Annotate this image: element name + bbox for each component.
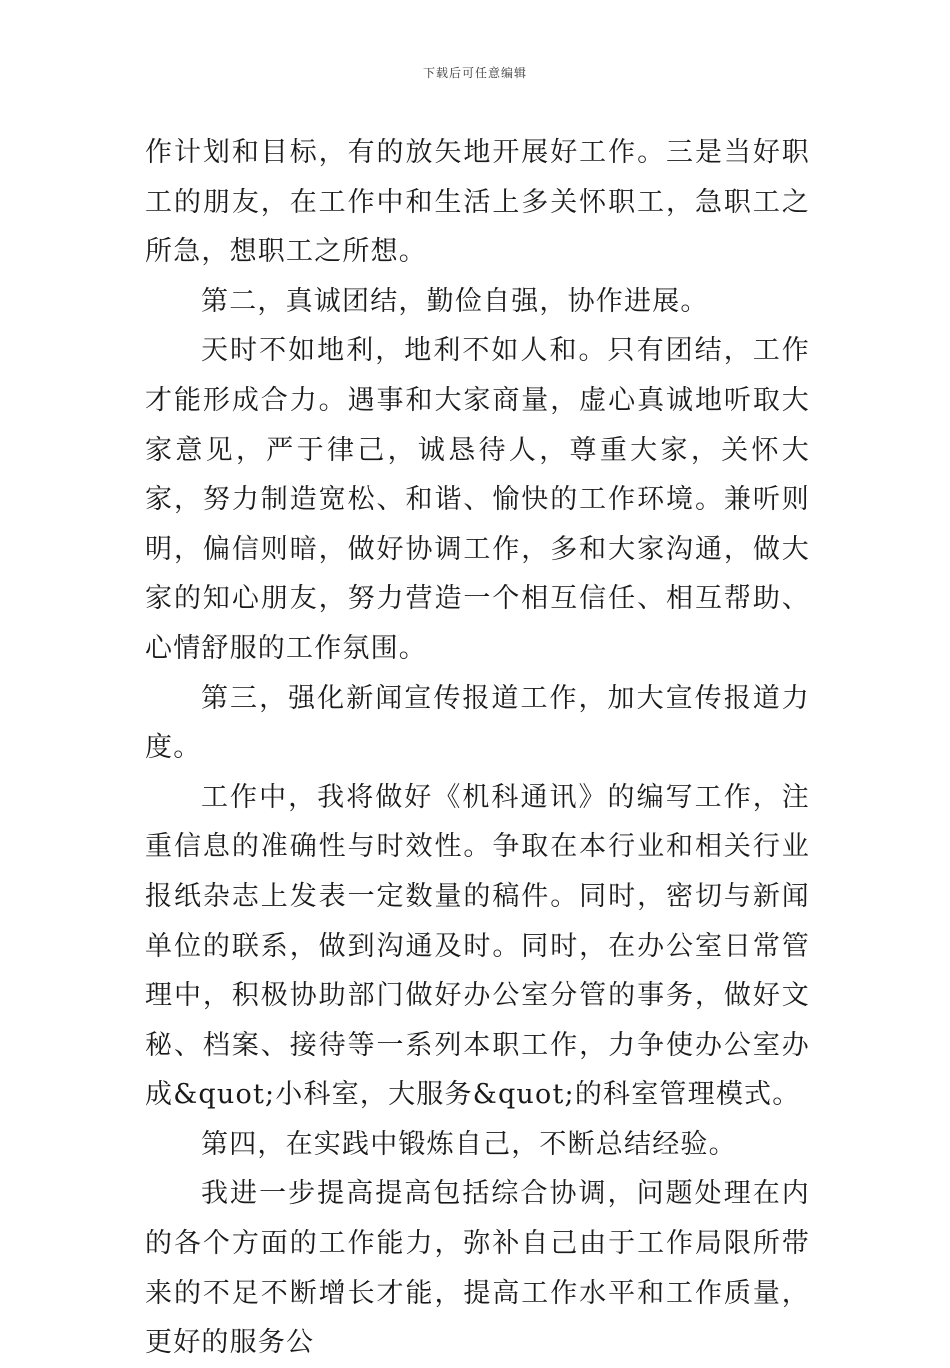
paragraph-7: 我进一步提高提高包括综合协调，问题处理在内的各个方面的工作能力，弥补自己由于工作局限所带来的不足不断增长才能，提高工作水平和工作质量，更好的服务公 <box>145 1178 810 1359</box>
page-header: 下载后可任意编辑 <box>422 66 527 80</box>
paragraph-1: 作计划和目标，有的放矢地开展好工作。三是当好职工的朋友，在工作中和生活上多关怀职工，急职工之所急，想职工之所想。 <box>145 137 810 268</box>
paragraph-3: 天时不如地利，地利不如人和。只有团结，工作才能形成合力。遇事和大家商量，虚心真诚地听取大家意见，严于律己，诚恳待人，尊重大家，关怀大家，努力制造宽松、和谐、愉快的工作环境。兼听则明，偏信则暗，做好协调工作，多和大家沟通，做大家的知心朋友，努力营造一个相互信任、相互帮助、心情舒服的工作氛围。 <box>145 335 810 664</box>
paragraph-6-heading: 第四，在实践中锻炼自己，不断总结经验。 <box>201 1128 737 1160</box>
document-body <box>145 128 810 1368</box>
paragraph-2-heading: 第二，真诚团结，勤俭自强，协作进展。 <box>201 285 709 317</box>
paragraph-4-heading: 第三，强化新闻宣传报道工作，加大宣传报道力度。 <box>145 682 810 764</box>
paragraph-5: 工作中，我将做好《机科通讯》的编写工作，注重信息的准确性与时效性。争取在本行业和相关行业报纸杂志上发表一定数量的稿件。同时，密切与新闻单位的联系，做到沟通及时。同时，在办公室日常管理中，积极协助部门做好办公室分管的事务，做好文秘、档案、接待等一系列本职工作，力争使办公室办成&quot;小科室，大服务&quot;的科室管理模式。 <box>145 781 810 1111</box>
